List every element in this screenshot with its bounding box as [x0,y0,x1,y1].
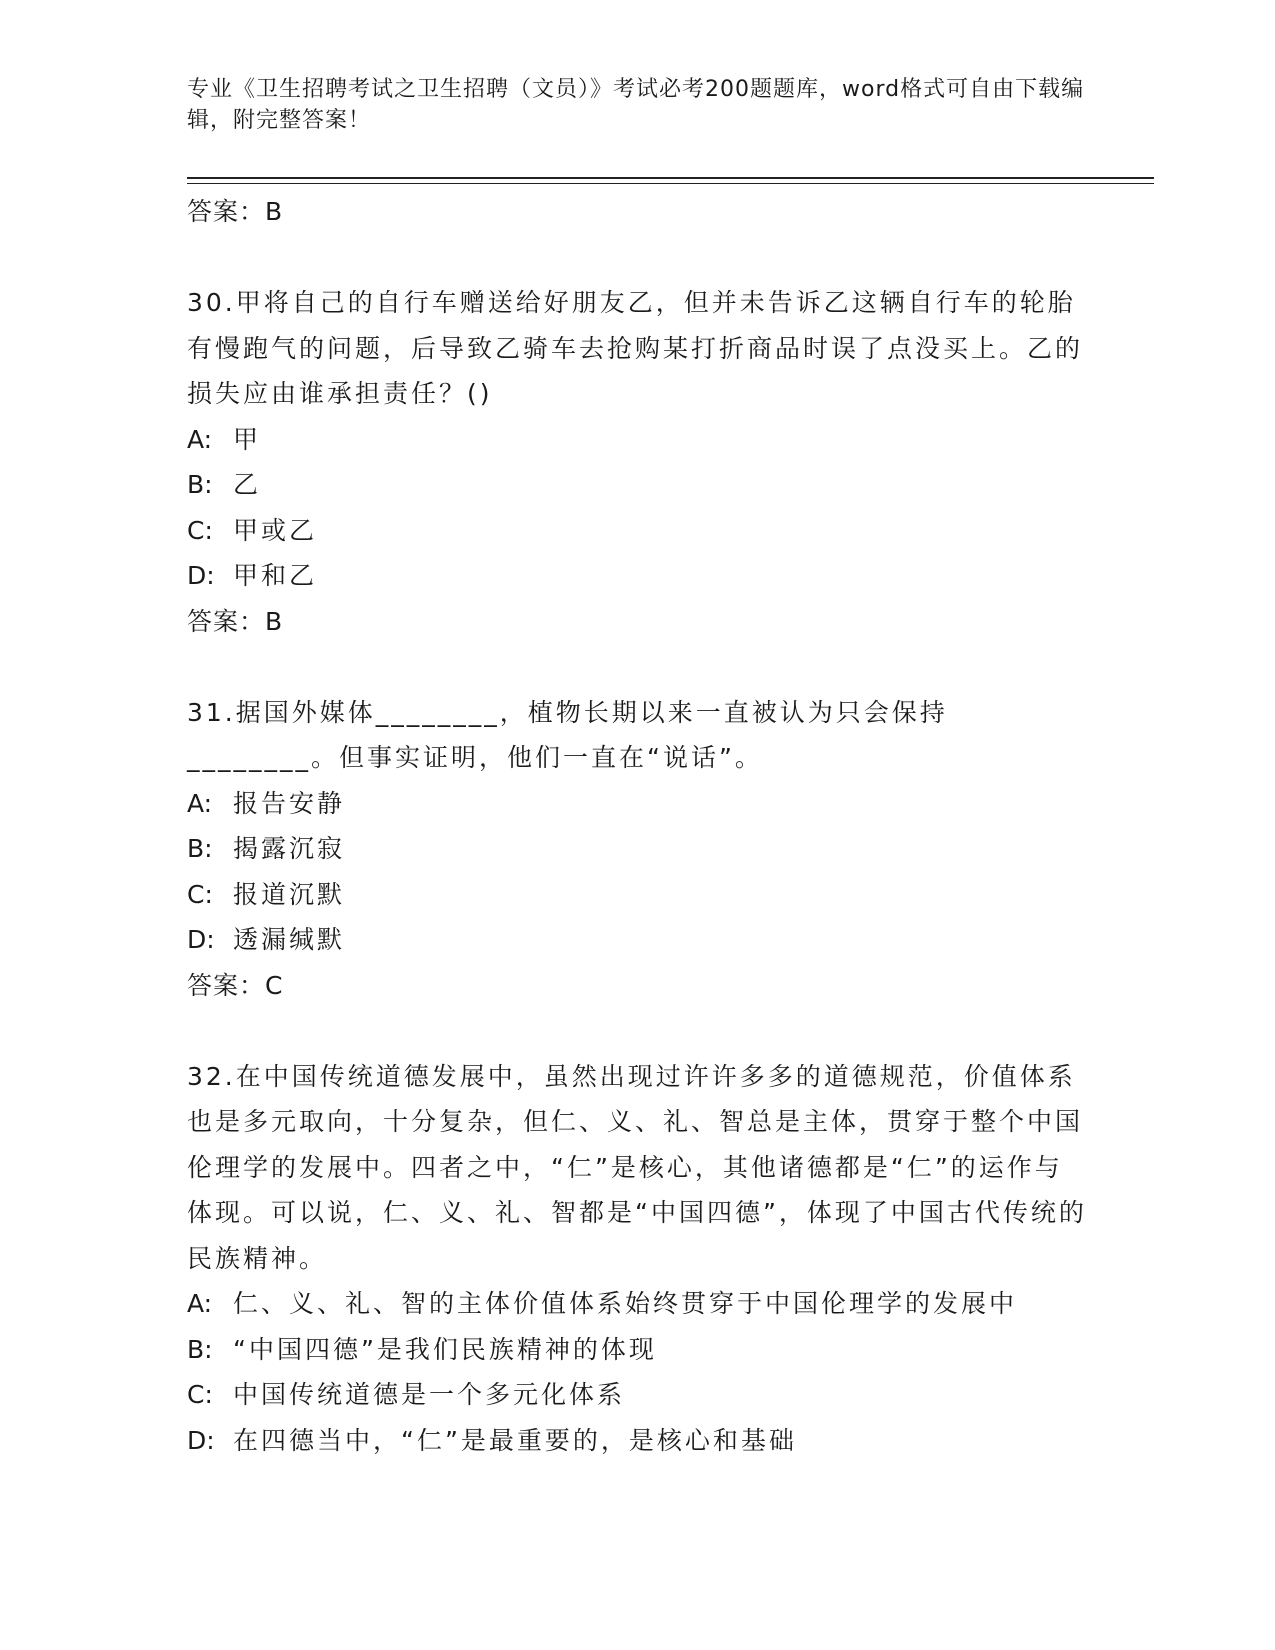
option-key: B: [187,470,213,499]
option-text: 乙 [233,470,262,499]
answer-30: 答案：B [187,606,284,636]
option-key: B: [187,1334,213,1364]
header-divider [187,177,1154,179]
option-text: 甲或乙 [233,515,318,545]
question-block-30 [187,280,1087,645]
option-key: B: [187,834,213,863]
option-text: 透漏缄默 [233,925,346,954]
page-header: 专业《卫生招聘考试之卫生招聘（文员）》考试必考200题题库，word格式可自由下载编辑，附完整答案！ [187,77,1085,133]
option-c [187,872,1087,918]
option-key: C: [187,515,213,545]
option-c [187,1372,1087,1418]
option-key: A: [187,1289,213,1318]
option-key: D: [187,561,215,590]
option-key: D: [187,925,215,954]
option-d [187,553,1087,599]
option-key: A: [187,788,213,818]
option-text: “中国四德”是我们民族精神的体现 [233,1334,657,1364]
option-b [187,826,1087,872]
header-divider-thin [187,183,1154,184]
option-text: 甲 [233,424,262,454]
answer-31: 答案：C [187,970,284,1000]
previous-answer: 答案：B [187,197,284,226]
option-text: 报告安静 [233,788,346,818]
option-a [187,1281,1087,1327]
option-a [187,417,1087,463]
option-d [187,1418,1087,1464]
option-text: 揭露沉寂 [233,834,346,863]
question-text: 30.甲将自己的自行车赠送给好朋友乙，但并未告诉乙这辆自行车的轮胎有慢跑气的问题，后导致乙骑车去抢购某打折商品时误了点没买上。乙的损失应由谁承担责任？() [187,288,1084,408]
option-d [187,917,1087,963]
question-list [187,189,1087,1463]
option-key: A: [187,424,213,454]
question-block-32 [187,1054,1087,1464]
option-text: 仁、义、礼、智的主体价值体系始终贯穿于中国伦理学的发展中 [233,1289,1018,1318]
option-text: 在四德当中，“仁”是最重要的，是核心和基础 [233,1425,797,1455]
option-b [187,462,1087,508]
option-text: 甲和乙 [233,561,318,590]
option-key: C: [187,879,213,909]
question-text: 32.在中国传统道德发展中，虽然出现过许许多多的道德规范，价值体系也是多元取向，十分复杂，但仁、义、礼、智总是主体，贯穿于整个中国伦理学的发展中。四者之中，“仁”是核心，其他诸德都是“仁”的运作与体现。可以说，仁、义、礼、智都是“中国四德”，体现了中国古代传统的民族精神。 [187,1061,1087,1273]
option-text: 报道沉默 [233,879,346,909]
question-block-31 [187,690,1087,1009]
option-key: C: [187,1380,213,1409]
option-key: D: [187,1425,215,1455]
question-text: 31.据国外媒体________，植物长期以来一直被认为只会保持________。但事实证明，他们一直在“说话”。 [187,697,948,772]
option-a [187,781,1087,827]
option-text: 中国传统道德是一个多元化体系 [233,1380,626,1409]
option-b [187,1327,1087,1373]
option-c [187,508,1087,554]
